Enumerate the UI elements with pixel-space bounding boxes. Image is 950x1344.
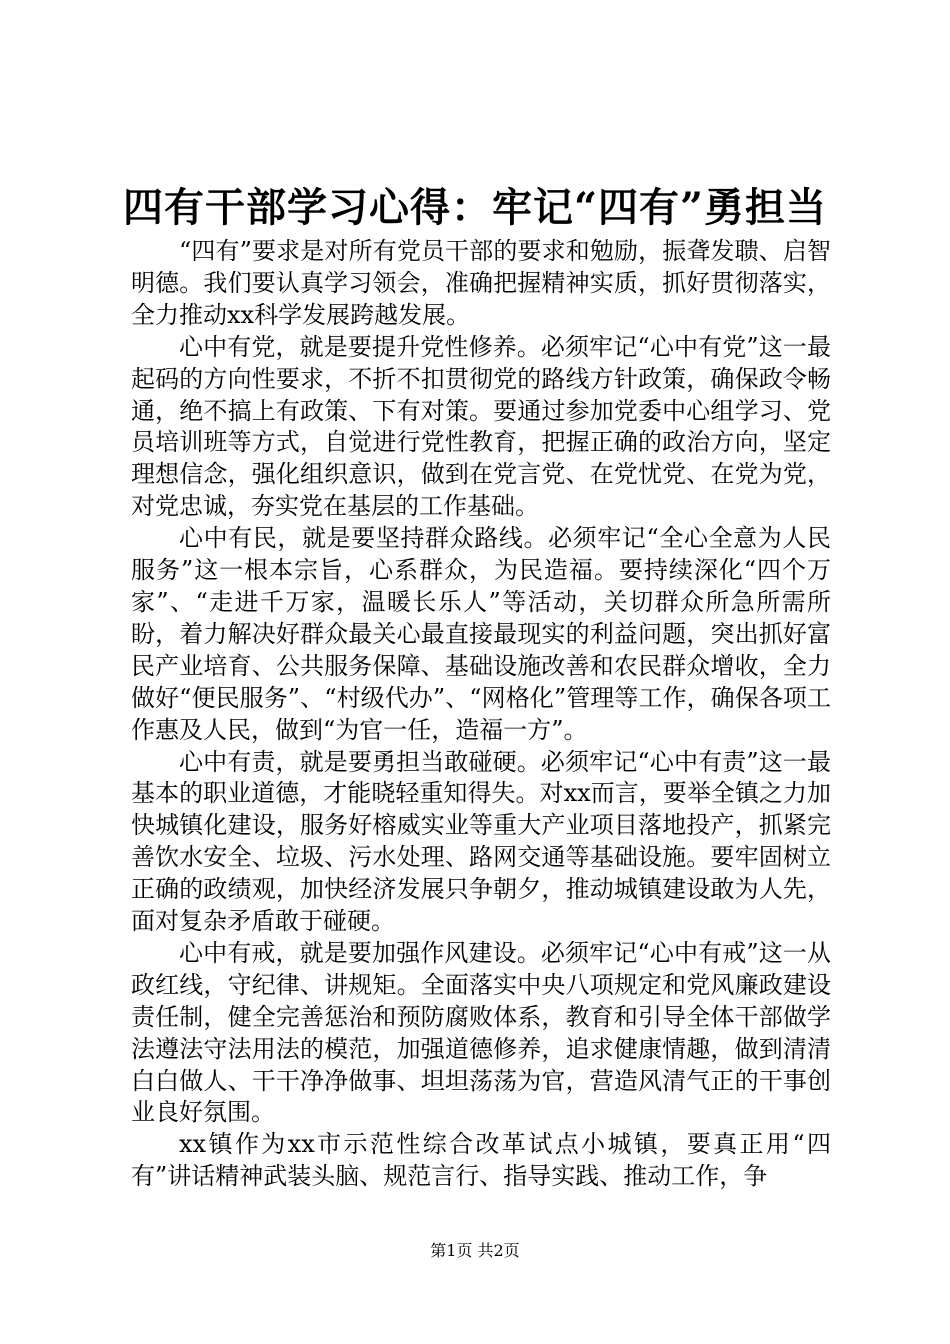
document-title: 四有干部学习心得：牢记“四有”勇担当 (122, 184, 827, 231)
paragraph: 心中有党，就是要提升党性修养。必须牢记“心中有党”这一最起码的方向性要求，不折不扣贯彻党的路线方针政策，确保政令畅通，绝不搞上有政策、下有对策。要通过参加党委中心组学习、党员培训班等方式，自觉进行党性教育，把握正确的政治方向，坚定理想信念，强化组织意识，做到在党言党、在党忧党、在党为党，对党忠诚，夯实党在基层的工作基础。 (131, 332, 831, 521)
paragraph: “四有”要求是对所有党员干部的要求和勉励，振聋发聩、启智明德。我们要认真学习领会，准确把握精神实质，抓好贯彻落实，全力推动xx科学发展跨越发展。 (131, 237, 831, 329)
document-body (131, 236, 831, 1193)
paragraph: 心中有戒，就是要加强作风建设。必须牢记“心中有戒”这一从政红线，守纪律、讲规矩。全面落实中央八项规定和党风廉政建设责任制，健全完善惩治和预防腐败体系，教育和引导全体干部做学法遵法守法用法的模范，加强道德修养，追求健康情趣，做到清清白白做人、干干净净做事、坦坦荡荡为官，营造风清气正的干事创业良好氛围。 (131, 938, 831, 1127)
paragraph: xx镇作为xx市示范性综合改革试点小城镇，要真正用“四有”讲话精神武装头脑、规范言行、指导实践、推动工作，争 (131, 1130, 831, 1191)
paragraph: 心中有责，就是要勇担当敢碰硬。必须牢记“心中有责”这一最基本的职业道德，才能晓轻重知得失。对xx而言，要举全镇之力加快城镇化建设，服务好榕威实业等重大产业项目落地投产，抓紧完善饮水安全、垃圾、污水处理、路网交通等基础设施。要牢固树立正确的政绩观，加快经济发展只争朝夕，推动城镇建设敢为人先，面对复杂矛盾敢于碰硬。 (131, 747, 831, 936)
page-number-footer: 第1页 共2页 (430, 1241, 520, 1260)
paragraph: 心中有民，就是要坚持群众路线。必须牢记“全心全意为人民服务”这一根本宗旨，心系群众，为民造福。要持续深化“四个万家”、“走进千万家，温暖长乐人”等活动，关切群众所急所需所盼，着力解决好群众最关心最直接最现实的利益问题，突出抓好富民产业培育、公共服务保障、基础设施改善和农民群众增收，全力做好“便民服务”、“村级代办”、“网格化”管理等工作，确保各项工作惠及人民，做到“为官一任，造福一方”。 (131, 524, 831, 744)
